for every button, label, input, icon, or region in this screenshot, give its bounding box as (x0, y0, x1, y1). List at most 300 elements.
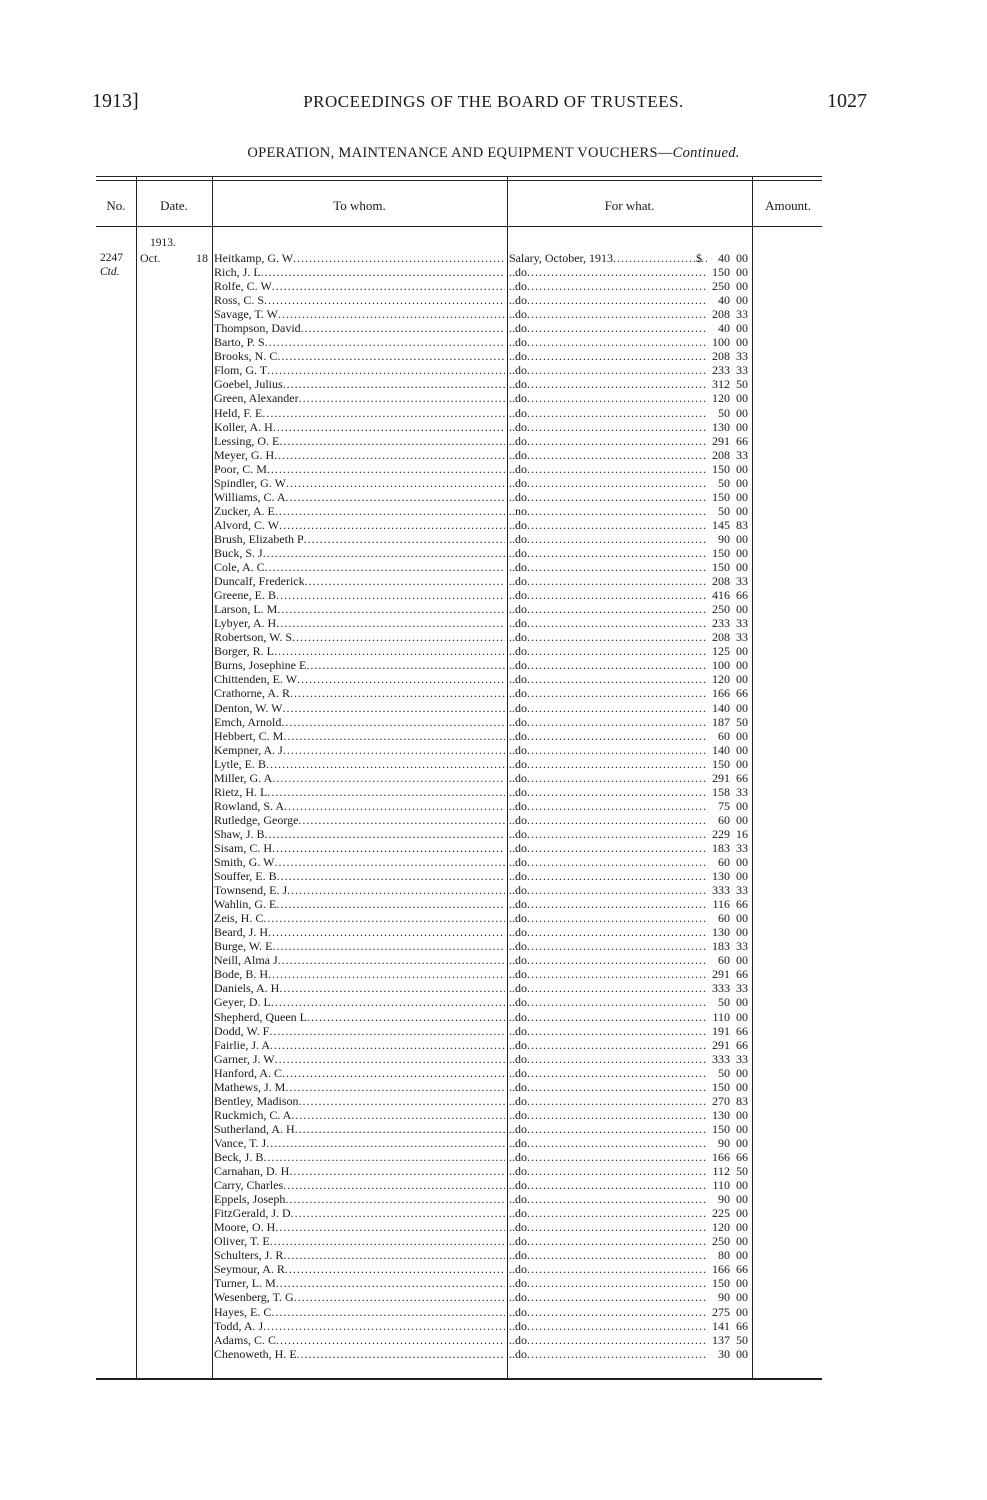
amount-dollars: 291 (712, 1037, 730, 1052)
payee-name: Held, F. E ..... (214, 406, 505, 420)
amount-dollars: 250 (712, 602, 730, 617)
payee-name: Rich, J. L ..... (214, 265, 505, 279)
amount-dollars: 50 (718, 405, 730, 420)
amount-dollars: 333 (712, 883, 730, 898)
amount (698, 588, 748, 602)
purpose: ..do ..... (509, 1234, 707, 1248)
amount (698, 532, 748, 546)
amount-dollars: 291 (712, 433, 730, 448)
amount-dollars: 60 (718, 812, 730, 827)
amount (698, 757, 748, 771)
amount (698, 644, 748, 658)
purpose: ..do ..... (509, 462, 707, 476)
amount (698, 363, 748, 377)
table-row (212, 1038, 752, 1052)
amount-dollars: 75 (718, 798, 730, 813)
purpose: ..do ..... (509, 995, 707, 1009)
top-rule-2 (96, 180, 822, 181)
amount-cents: 33 (736, 981, 748, 996)
purpose: ..do ..... (509, 532, 707, 546)
payee-name: Goebel, Julius ..... (214, 377, 505, 391)
amount-cents: 00 (736, 321, 748, 336)
table-row (212, 616, 752, 630)
table-row (212, 630, 752, 644)
amount (698, 434, 748, 448)
payee-name: Borger, R. L ..... (214, 644, 505, 658)
table-row (212, 1220, 752, 1234)
amount-cents: 00 (736, 545, 748, 560)
amount (698, 925, 748, 939)
amount-dollars: 291 (712, 770, 730, 785)
table-row (212, 1010, 752, 1024)
amount (698, 490, 748, 504)
amount (698, 1094, 748, 1108)
purpose: ..do ..... (509, 560, 707, 574)
payee-name: Duncalf, Frederick ..... (214, 574, 505, 588)
payee-name: Burge, W. E ..... (214, 939, 505, 953)
payee-name: Mathews, J. M ..... (214, 1080, 505, 1094)
amount (698, 335, 748, 349)
amount-dollars: 291 (712, 967, 730, 982)
table-row (212, 321, 752, 335)
amount-cents: 00 (736, 1248, 748, 1263)
amount-cents: 66 (736, 686, 748, 701)
amount-dollars: 112 (712, 1164, 730, 1179)
table-row (212, 1192, 752, 1206)
header-year: 1913] (92, 90, 139, 112)
table-row (212, 827, 752, 841)
payee-name: Sutherland, A. H ..... (214, 1122, 505, 1136)
purpose: ..do ..... (509, 827, 707, 841)
amount (698, 1305, 748, 1319)
payee-name: Miller, G. A ..... (214, 771, 505, 785)
amount-dollars: 166 (712, 1262, 730, 1277)
payee-name: Kempner, A. J ..... (214, 743, 505, 757)
purpose: ..do ..... (509, 546, 707, 560)
amount (698, 251, 748, 265)
amount-dollars: 208 (712, 307, 730, 322)
amount (698, 391, 748, 405)
amount-dollars: 150 (712, 1079, 730, 1094)
table-row (212, 1024, 752, 1038)
table-row (212, 1276, 752, 1290)
amount-cents: 00 (736, 335, 748, 350)
amount-dollars: 333 (712, 1051, 730, 1066)
purpose: ..do ..... (509, 1038, 707, 1052)
amount (698, 1080, 748, 1094)
table-row (212, 1066, 752, 1080)
caption-continued: Continued. (672, 145, 740, 161)
payee-name: Crathorne, A. R ..... (214, 686, 505, 700)
payee-name: Moore, O. H ..... (214, 1220, 505, 1234)
table-row (212, 981, 752, 995)
amount-dollars: 150 (712, 461, 730, 476)
amount (698, 967, 748, 981)
payee-name: Carry, Charles ..... (214, 1178, 505, 1192)
amount-dollars: 416 (712, 588, 730, 603)
purpose: ..do ..... (509, 293, 707, 307)
purpose: ..do ..... (509, 335, 707, 349)
table-row (212, 1262, 752, 1276)
amount-cents: 66 (736, 770, 748, 785)
amount-dollars: 120 (712, 672, 730, 687)
column-header-whom: To whom. (333, 198, 386, 213)
purpose: ..do ..... (509, 869, 707, 883)
purpose: ..do ..... (509, 588, 707, 602)
purpose: ..do ..... (509, 715, 707, 729)
amount-dollars: 208 (712, 447, 730, 462)
column-header-amount: Amount. (765, 198, 811, 213)
amount (698, 1136, 748, 1150)
caption-main: OPERATION, MAINTENANCE AND EQUIPMENT VOUCHERS— (247, 145, 673, 161)
table-row (212, 757, 752, 771)
amount (698, 1262, 748, 1276)
amount-cents: 66 (736, 967, 748, 982)
amount (698, 1178, 748, 1192)
amount-dollars: 60 (718, 953, 730, 968)
amount-dollars: 30 (718, 1346, 730, 1361)
amount-dollars: 40 (718, 293, 730, 308)
amount-cents: 50 (736, 714, 748, 729)
amount-cents: 00 (736, 475, 748, 490)
amount-dollars: 333 (712, 981, 730, 996)
payee-name: Fairlie, J. A ..... (214, 1038, 505, 1052)
amount-dollars: 270 (712, 1093, 730, 1108)
table-row (212, 1347, 752, 1361)
amount-dollars: 120 (712, 1220, 730, 1235)
amount (698, 841, 748, 855)
amount-cents: 33 (736, 630, 748, 645)
payee-name: Buck, S. J ..... (214, 546, 505, 560)
payee-name: Williams, C. A ..... (214, 490, 505, 504)
amount-dollars: 250 (712, 1234, 730, 1249)
purpose: ..do ..... (509, 1305, 707, 1319)
amount-dollars: 90 (718, 1290, 730, 1305)
amount (698, 897, 748, 911)
table-row (212, 1052, 752, 1066)
payee-name: Oliver, T. E ..... (214, 1234, 505, 1248)
purpose: ..do ..... (509, 321, 707, 335)
amount (698, 602, 748, 616)
amount-cents: 00 (736, 1121, 748, 1136)
amount-cents: 00 (736, 602, 748, 617)
table-row (212, 939, 752, 953)
table-row (212, 953, 752, 967)
amount-dollars: 116 (712, 897, 730, 912)
dollar-sign: $ (696, 251, 702, 265)
purpose: ..do ..... (509, 785, 707, 799)
purpose: ..do ..... (509, 897, 707, 911)
date-year: 1913. (150, 237, 176, 249)
table-row (212, 1178, 752, 1192)
purpose: ..do ..... (509, 1347, 707, 1361)
amount-cents: 33 (736, 307, 748, 322)
amount (698, 1319, 748, 1333)
amount-dollars: 90 (718, 1192, 730, 1207)
amount (698, 560, 748, 574)
amount-dollars: 90 (718, 531, 730, 546)
table-row (212, 911, 752, 925)
payee-name: Zucker, A. E ..... (214, 504, 505, 518)
amount-dollars: 110 (712, 1009, 730, 1024)
amount-cents: 00 (736, 1107, 748, 1122)
table-row (212, 1094, 752, 1108)
amount (698, 785, 748, 799)
payee-name: Daniels, A. H ..... (214, 981, 505, 995)
header-rule (96, 226, 822, 227)
table-row (212, 897, 752, 911)
amount-dollars: 130 (712, 1107, 730, 1122)
table-row (212, 293, 752, 307)
amount-cents: 66 (736, 433, 748, 448)
amount-cents: 33 (736, 784, 748, 799)
amount-dollars: 60 (718, 728, 730, 743)
amount-dollars: 191 (712, 1023, 730, 1038)
voucher-no: 2247 (100, 252, 123, 264)
table-caption (0, 145, 987, 162)
table-row (212, 1080, 752, 1094)
purpose: ..do ..... (509, 434, 707, 448)
amount-cents: 33 (736, 1051, 748, 1066)
amount-dollars: 50 (718, 995, 730, 1010)
table-row (212, 1333, 752, 1347)
amount-dollars: 145 (712, 517, 730, 532)
purpose: ..do ..... (509, 1319, 707, 1333)
payee-name: Larson, L. M ..... (214, 602, 505, 616)
amount-cents: 16 (736, 826, 748, 841)
table-row (212, 813, 752, 827)
amount-cents: 00 (736, 489, 748, 504)
table-row (212, 729, 752, 743)
purpose: ..do ..... (509, 1333, 707, 1347)
payee-name: Rolfe, C. W ..... (214, 279, 505, 293)
amount-dollars: 100 (712, 658, 730, 673)
amount-cents: 33 (736, 840, 748, 855)
table-row (212, 406, 752, 420)
amount (698, 1066, 748, 1080)
amount-dollars: 150 (712, 1276, 730, 1291)
payee-name: Hanford, A. C ..... (214, 1066, 505, 1080)
amount (698, 1206, 748, 1220)
amount (698, 658, 748, 672)
amount (698, 686, 748, 700)
amount (698, 616, 748, 630)
table-row (212, 1319, 752, 1333)
amount-cents: 00 (736, 251, 748, 265)
amount-cents: 00 (736, 405, 748, 420)
table-row (212, 574, 752, 588)
amount-dollars: 50 (718, 475, 730, 490)
amount (698, 1164, 748, 1178)
payee-name: Koller, A. H ..... (214, 420, 505, 434)
payee-name: Spindler, G. W ..... (214, 476, 505, 490)
payee-name: Chittenden, E. W ..... (214, 672, 505, 686)
amount-dollars: 183 (712, 939, 730, 954)
purpose: ..do ..... (509, 349, 707, 363)
amount-dollars: 137 (712, 1332, 730, 1347)
payee-name: Beck, J. B ..... (214, 1150, 505, 1164)
amount-cents: 66 (736, 1262, 748, 1277)
table-row (212, 644, 752, 658)
amount-cents: 33 (736, 447, 748, 462)
purpose: ..do ..... (509, 672, 707, 686)
payee-name: Hebbert, C. M ..... (214, 729, 505, 743)
purpose: ..do ..... (509, 630, 707, 644)
purpose: ..do ..... (509, 363, 707, 377)
purpose: ..do ..... (509, 925, 707, 939)
amount-dollars: 312 (712, 377, 730, 392)
amount-cents: 00 (736, 644, 748, 659)
amount-cents: 00 (736, 1346, 748, 1361)
amount-dollars: 233 (712, 363, 730, 378)
running-header (0, 90, 987, 114)
table-row (212, 265, 752, 279)
table-row (212, 490, 752, 504)
amount-dollars: 60 (718, 855, 730, 870)
purpose: ..do ..... (509, 981, 707, 995)
payee-name: Zeis, H. C ..... (214, 911, 505, 925)
date-day: 18 (196, 251, 208, 265)
amount (698, 855, 748, 869)
amount-cents: 00 (736, 953, 748, 968)
purpose: Salary, October, 1913 ..... (509, 251, 707, 265)
amount-cents: 00 (736, 279, 748, 294)
voucher-continued: Ctd. (100, 266, 120, 278)
purpose: ..no ..... (509, 504, 707, 518)
table-row (212, 504, 752, 518)
amount (698, 1010, 748, 1024)
purpose: ..do ..... (509, 1136, 707, 1150)
table-row (212, 1108, 752, 1122)
bottom-rule (96, 1378, 822, 1380)
purpose: ..do ..... (509, 953, 707, 967)
purpose: ..do ..... (509, 1122, 707, 1136)
amount-dollars: 125 (712, 644, 730, 659)
purpose: ..do ..... (509, 1206, 707, 1220)
amount-cents: 00 (736, 672, 748, 687)
amount-dollars: 150 (712, 756, 730, 771)
amount-cents: 00 (736, 658, 748, 673)
payee-name: Todd, A. J ..... (214, 1319, 505, 1333)
purpose: ..do ..... (509, 1178, 707, 1192)
amount (698, 813, 748, 827)
table-row (212, 335, 752, 349)
table-row (212, 1150, 752, 1164)
purpose: ..do ..... (509, 883, 707, 897)
purpose: ..do ..... (509, 1262, 707, 1276)
amount-dollars: 150 (712, 265, 730, 280)
amount (698, 420, 748, 434)
payee-name: Eppels, Joseph ..... (214, 1192, 505, 1206)
amount-dollars: 275 (712, 1304, 730, 1319)
amount (698, 1192, 748, 1206)
amount-dollars: 80 (718, 1248, 730, 1263)
column-header-what: For what. (604, 198, 655, 213)
amount-dollars: 90 (718, 1135, 730, 1150)
amount (698, 939, 748, 953)
amount (698, 377, 748, 391)
table-row (212, 420, 752, 434)
amount (698, 771, 748, 785)
amount-dollars: 183 (712, 840, 730, 855)
payee-name: Garner, J. W ..... (214, 1052, 505, 1066)
table-row (212, 462, 752, 476)
amount-cents: 00 (736, 1009, 748, 1024)
amount (698, 265, 748, 279)
amount (698, 518, 748, 532)
payee-name: Meyer, G. H ..... (214, 448, 505, 462)
payee-name: Savage, T. W ..... (214, 307, 505, 321)
payee-name: Lessing, O. E ..... (214, 434, 505, 448)
table-row (212, 1305, 752, 1319)
purpose: ..do ..... (509, 644, 707, 658)
table-row (212, 1164, 752, 1178)
amount (698, 307, 748, 321)
amount-dollars: 208 (712, 630, 730, 645)
payee-name: Vance, T. J ..... (214, 1136, 505, 1150)
amount-cents: 00 (736, 1290, 748, 1305)
amount-cents: 00 (736, 461, 748, 476)
amount-dollars: 110 (712, 1178, 730, 1193)
amount-cents: 66 (736, 1037, 748, 1052)
amount-cents: 33 (736, 363, 748, 378)
purpose: ..do ..... (509, 448, 707, 462)
amount (698, 729, 748, 743)
amount-cents: 00 (736, 925, 748, 940)
payee-name: Beard, J. H ..... (214, 925, 505, 939)
payee-name: Cole, A. C ..... (214, 560, 505, 574)
payee-name: Denton, W. W ..... (214, 701, 505, 715)
table-row (212, 672, 752, 686)
table-row (212, 476, 752, 490)
purpose: ..do ..... (509, 490, 707, 504)
table-row (212, 279, 752, 293)
purpose: ..do ..... (509, 813, 707, 827)
amount-dollars: 50 (718, 1065, 730, 1080)
amount-dollars: 150 (712, 545, 730, 560)
amount-dollars: 150 (712, 1121, 730, 1136)
table-row (212, 377, 752, 391)
purpose: ..do ..... (509, 658, 707, 672)
table-row (212, 546, 752, 560)
purpose: ..do ..... (509, 771, 707, 785)
payee-name: Neill, Alma J ..... (214, 953, 505, 967)
amount-cents: 33 (736, 883, 748, 898)
amount (698, 462, 748, 476)
amount-dollars: 40 (718, 251, 730, 265)
amount-dollars: 208 (712, 574, 730, 589)
column-header-date: Date. (160, 198, 188, 213)
amount-cents: 00 (736, 1304, 748, 1319)
amount-cents: 00 (736, 728, 748, 743)
amount (698, 321, 748, 335)
amount-cents: 00 (736, 1234, 748, 1249)
purpose: ..do ..... (509, 743, 707, 757)
amount (698, 1234, 748, 1248)
purpose: ..do ..... (509, 701, 707, 715)
amount-cents: 33 (736, 349, 748, 364)
amount (698, 1248, 748, 1262)
amount-cents: 00 (736, 1079, 748, 1094)
table-row (212, 841, 752, 855)
purpose: ..do ..... (509, 911, 707, 925)
payee-name: Lytle, E. B ..... (214, 757, 505, 771)
amount-dollars: 166 (712, 1150, 730, 1164)
amount-cents: 00 (736, 700, 748, 715)
amount (698, 883, 748, 897)
amount (698, 476, 748, 490)
amount (698, 630, 748, 644)
